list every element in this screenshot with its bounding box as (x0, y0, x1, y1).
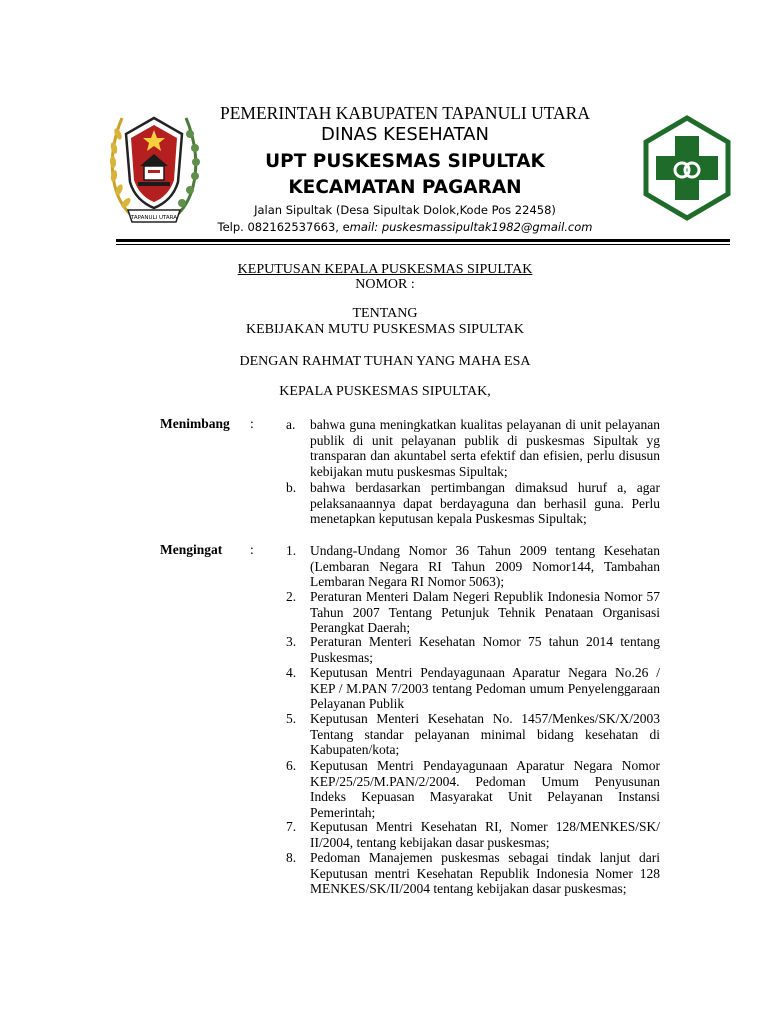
mengingat-item-text: Pedoman Manajemen puskesmas sebagai tindak lanjut dari Keputusan mentri Kesehatan Republik Indonesia Nomer 128 MENKES/SK/II/2004 tentang kebijakan dasar puskesmas; (310, 850, 660, 897)
decree-about-label: TENTANG (352, 306, 418, 321)
mengingat-item-text: Keputusan Menteri Kesehatan No. 1457/Menkes/SK/X/2003 Tentang standar pelayanan minimal bidang kesehatan di Kabupaten/kota; (310, 711, 660, 758)
menimbang-item-text: bahwa guna meningkatkan kualitas pelayanan di unit pelayanan publik di unit pelayanan publik di puskesmas Sipultak yg transparan dan akuntabel serta efektif dan efisien, perlu disusun kebijakan mutu puskesmas Sipultak; (310, 417, 660, 479)
mengingat-item-text: Keputusan Mentri Pendayagunaan Aparatur Negara No.26 / KEP / M.PAN 7/2003 tentang Pedoman umum Penyelenggaraan Pelayanan Publik (310, 665, 660, 712)
mengingat-colon: : (250, 542, 254, 557)
letterhead-divider-thick (116, 239, 730, 242)
letterhead-government: PEMERINTAH KABUPATEN TAPANULI UTARA (220, 103, 590, 123)
menimbang-item-mark: b. (286, 480, 297, 495)
mengingat-item-mark: 6. (286, 758, 297, 773)
mengingat-item-text: Keputusan Mentri Pendayagunaan Aparatur Negara Nomor KEP/25/25/M.PAN/2/2004. Pedoman Umum Penyusunan Indeks Kepuasan Masyarakat Unit Pelayanan Instansi Pemerintah; (310, 758, 660, 820)
decree-invocation: DENGAN RAHMAT TUHAN YANG MAHA ESA (239, 354, 531, 369)
mengingat-item-mark: 5. (286, 711, 297, 726)
menimbang-item-text: bahwa berdasarkan pertimbangan dimaksud huruf a, agar pelaksanaannya dapat berdayaguna dan berhasil guna. Perlu menetapkan keputusan kepala Puskesmas Sipultak; (310, 480, 660, 527)
mengingat-item-mark: 1. (286, 543, 297, 558)
regency-coat-of-arms-icon (104, 104, 204, 230)
letterhead-address: Jalan Sipultak (Desa Sipultak Dolok,Kode Pos 22458) (254, 203, 556, 217)
mengingat-item-mark: 7. (286, 819, 297, 834)
menimbang-colon: : (250, 416, 254, 431)
mengingat-item-mark: 2. (286, 589, 297, 604)
letterhead-contact (195, 220, 615, 234)
mengingat-item-text: Keputusan Mentri Kesehatan RI, Nomer 128/MENKES/SK/ II/2004, tentang kebijakan dasar puskesmas; (310, 819, 660, 850)
mengingat-item-text: Peraturan Menteri Kesehatan Nomor 75 tahun 2014 tentang Puskesmas; (310, 634, 660, 665)
menimbang-item-mark: a. (286, 417, 296, 432)
letterhead-institution: UPT PUSKESMAS SIPULTAK (265, 151, 545, 172)
mengingat-item-mark: 3. (286, 634, 297, 649)
decree-issuer: KEPALA PUSKESMAS SIPULTAK, (279, 384, 491, 399)
letterhead-phone: Telp. 082162537663, e (217, 220, 350, 234)
mengingat-item-mark: 4. (286, 665, 297, 680)
letterhead-divider-thin (116, 244, 730, 245)
mengingat-item-mark: 8. (286, 850, 297, 865)
puskesmas-cross-logo-icon (642, 114, 732, 222)
menimbang-label: Menimbang (160, 416, 230, 431)
decree-title: KEPUTUSAN KEPALA PUSKESMAS SIPULTAK (237, 262, 533, 277)
decree-subject: KEBIJAKAN MUTU PUSKESMAS SIPULTAK (245, 322, 524, 337)
letterhead-department: DINAS KESEHATAN (321, 124, 489, 145)
decree-number: NOMOR : (355, 277, 415, 292)
emblem-ribbon-text: TAPANULI UTARA (130, 215, 178, 221)
mengingat-label: Mengingat (160, 542, 223, 557)
mengingat-item-text: Peraturan Menteri Dalam Negeri Republik Indonesia Nomor 57 Tahun 2007 Tentang Petunjuk Tehnik Penataan Organisasi Perangkat Daerah; (310, 589, 660, 636)
mengingat-item-text: Undang-Undang Nomor 36 Tahun 2009 tentang Kesehatan (Lembaran Negara RI Tahun 2009 Nomor144, Tambahan Lembaran Negara RI Nomor 5063); (310, 543, 660, 590)
letterhead-email: mail: puskesmassipultak1982@gmail.com (349, 220, 593, 234)
letterhead-district: KECAMATAN PAGARAN (288, 177, 522, 198)
